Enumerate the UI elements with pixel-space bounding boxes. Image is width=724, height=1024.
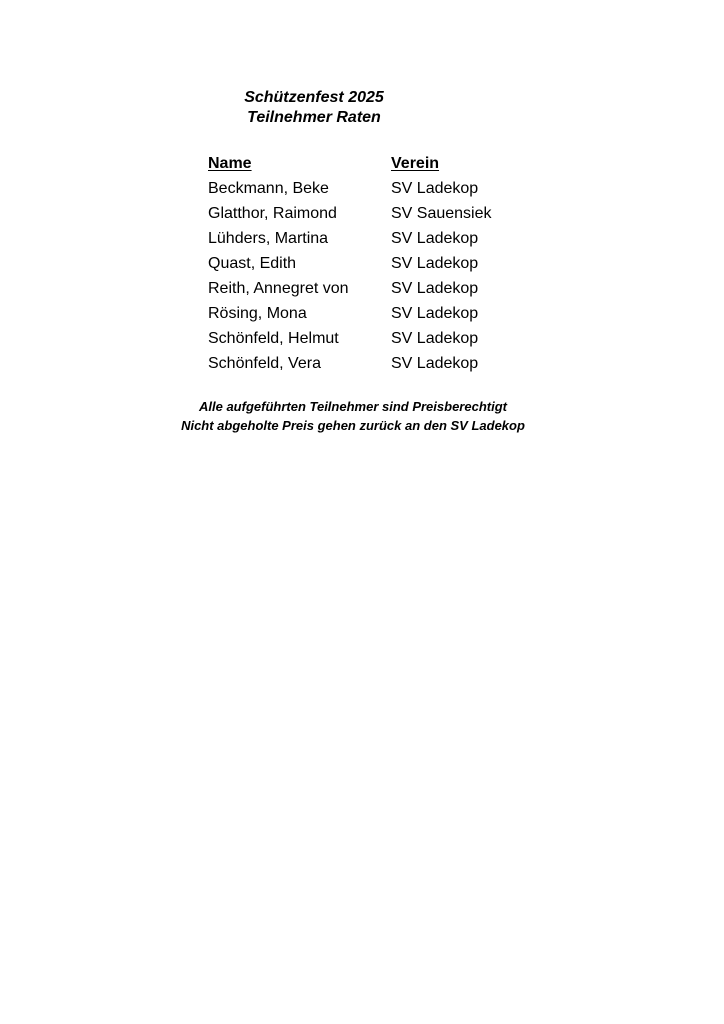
table-row — [208, 351, 492, 376]
participant-name: Lühders, Martina — [208, 230, 329, 247]
participant-name: Glatthor, Raimond — [208, 205, 337, 222]
table-row — [208, 176, 492, 201]
participant-club: SV Ladekop — [391, 330, 479, 347]
document-title: Schützenfest 2025 — [244, 89, 384, 106]
participant-name: Schönfeld, Helmut — [208, 330, 339, 347]
participant-club: SV Ladekop — [391, 305, 479, 322]
table-row — [208, 276, 492, 301]
participant-name: Rösing, Mona — [208, 305, 307, 322]
column-header-club: Verein — [391, 155, 440, 172]
document-subtitle: Teilnehmer Raten — [247, 109, 381, 126]
unclaimed-prize-note: Nicht abgeholte Preis gehen zurück an den SV Ladekop — [181, 418, 525, 433]
participant-name: Beckmann, Beke — [208, 180, 329, 197]
participant-club: SV Ladekop — [391, 255, 479, 272]
participant-club: SV Ladekop — [391, 355, 479, 372]
participant-club: SV Ladekop — [391, 180, 479, 197]
table-row — [208, 251, 492, 276]
participant-name: Quast, Edith — [208, 255, 297, 272]
table-row — [208, 301, 492, 326]
participant-club: SV Ladekop — [391, 230, 479, 247]
column-header-name: Name — [208, 155, 252, 172]
table-row — [208, 326, 492, 351]
eligibility-note: Alle aufgeführten Teilnehmer sind Preisberechtigt — [199, 399, 507, 414]
participant-club: SV Ladekop — [391, 280, 479, 297]
participant-name: Schönfeld, Vera — [208, 355, 321, 372]
table-row — [208, 201, 492, 226]
table-row — [208, 226, 492, 251]
participants-table — [208, 151, 492, 376]
table-header-row — [208, 151, 492, 176]
participant-club: SV Sauensiek — [391, 205, 492, 222]
participant-name: Reith, Annegret von — [208, 280, 349, 297]
